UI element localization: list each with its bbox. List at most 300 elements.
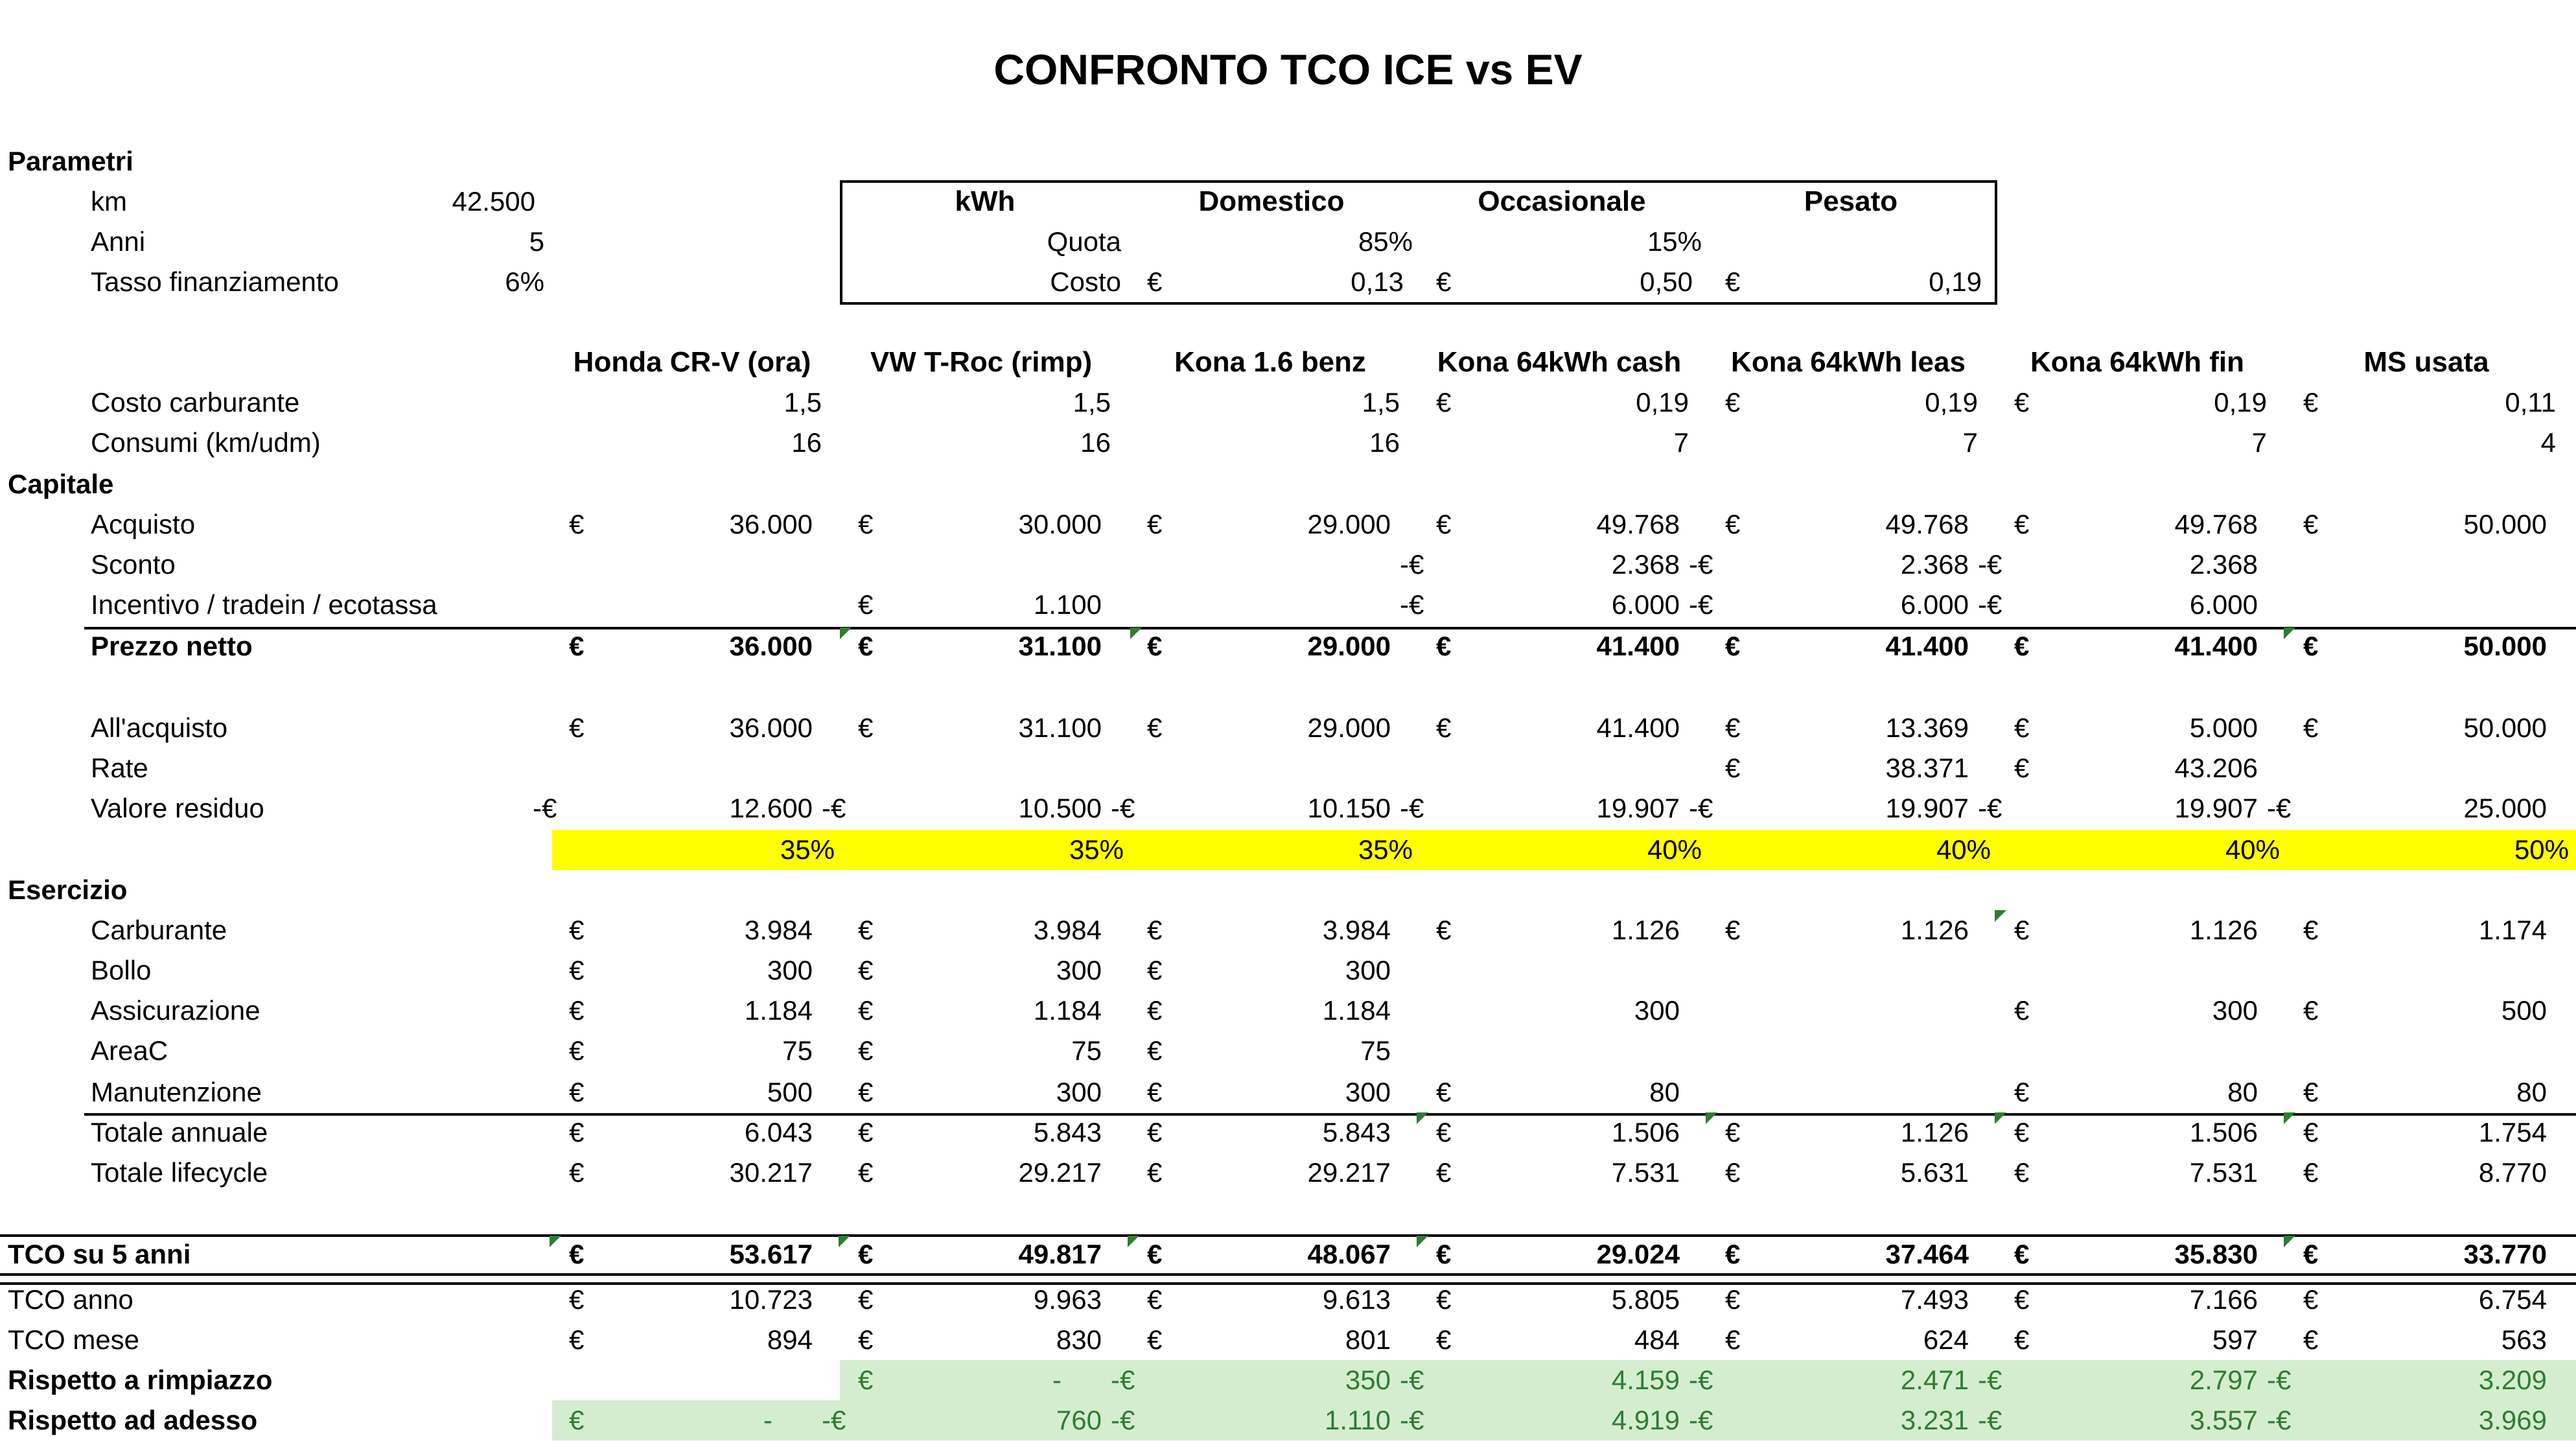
cell-currency: € (1147, 915, 1163, 945)
cell-currency: € (1436, 712, 1452, 743)
cell-value: 2.471 (1900, 1365, 1969, 1395)
cell-currency: -€ (1400, 793, 1424, 823)
cell-value: 19.907 (1885, 793, 1969, 823)
cell-currency: € (1725, 1324, 1741, 1355)
comment-indicator-icon[interactable] (839, 1236, 850, 1247)
cell-currency: -€ (2267, 1365, 2292, 1395)
cell-currency: € (858, 631, 874, 661)
cell-currency: € (1725, 753, 1741, 783)
cell-value: 6.000 (1900, 589, 1969, 620)
row-label-rate: Rate (91, 753, 148, 783)
cell-currency: € (1147, 1077, 1163, 1107)
cell-value: 49.817 (1018, 1239, 1102, 1269)
cell-value: 830 (1056, 1324, 1102, 1355)
cell-currency: -€ (1689, 549, 1713, 580)
cell-currency: € (2014, 915, 2030, 945)
cell-currency: € (2014, 1077, 2030, 1107)
cell-value: 10.500 (1018, 793, 1102, 823)
cell-value: 29.217 (1307, 1157, 1391, 1188)
cell-currency: € (2303, 387, 2319, 417)
section-capitale: Capitale (8, 469, 114, 499)
cell-currency: € (1725, 509, 1741, 539)
cell-currency: -€ (1111, 1405, 1135, 1435)
cell-value: 3.984 (1033, 915, 1102, 945)
cell-value: 29.000 (1307, 631, 1391, 661)
cell-currency: € (569, 1324, 585, 1355)
cell-value: 80 (1649, 1077, 1680, 1107)
cell-value: 49.768 (1885, 509, 1969, 539)
cell-currency: € (1725, 1239, 1741, 1269)
cell-value: 40% (1936, 834, 1991, 865)
cell-value: 50.000 (2463, 712, 2547, 743)
cell-currency: -€ (1689, 1405, 1713, 1435)
row-label-tco-5: TCO su 5 anni (8, 1239, 191, 1269)
cell-value: 38.371 (1885, 753, 1969, 783)
cell-currency: -€ (1400, 1405, 1424, 1435)
cell-currency: € (569, 955, 585, 985)
cell-currency: € (1436, 1157, 1452, 1188)
cell-value: 300 (1056, 955, 1102, 985)
cell-value: 49.768 (2174, 509, 2258, 539)
row-label-rispetto-rimpiazzo: Rispetto a rimpiazzo (8, 1365, 273, 1395)
cell-value: 16 (1080, 427, 1111, 458)
cell-currency: -€ (1111, 1365, 1135, 1395)
cell-currency: -€ (822, 1405, 846, 1435)
cell-currency: € (1147, 1324, 1163, 1355)
cell-currency: € (858, 1365, 874, 1395)
cell-value: 5.843 (1033, 1117, 1102, 1147)
row-label-consumi: Consumi (km/udm) (91, 427, 321, 458)
cell-currency: € (2014, 1157, 2030, 1188)
cell-currency: € (2014, 1284, 2030, 1315)
cell-value: 300 (1634, 995, 1680, 1026)
cell-value: 1.506 (1611, 1117, 1680, 1147)
cell-currency: € (1725, 631, 1741, 661)
cell-currency: -€ (1400, 1365, 1424, 1395)
cell-currency: € (1147, 1284, 1163, 1315)
cell-value: 0,19 (1925, 387, 1978, 417)
cell-value: 10.723 (729, 1284, 813, 1315)
cell-value: 300 (767, 955, 813, 985)
cell-value: 35% (780, 834, 835, 865)
cell-value: 894 (767, 1324, 813, 1355)
column-header: Kona 64kWh leas (1731, 346, 1966, 378)
cell-currency: € (1147, 955, 1163, 985)
cell-value: 50.000 (2463, 509, 2547, 539)
column-header: Kona 64kWh cash (1437, 346, 1682, 378)
cell-value: 6.000 (2189, 589, 2258, 620)
cell-currency: € (2014, 387, 2030, 417)
comment-indicator-icon[interactable] (1417, 1112, 1428, 1124)
cell-value: 0,19 (1636, 387, 1689, 417)
cell-value: 50.000 (2463, 631, 2547, 661)
kwh-header-occasionale: Occasionale (1478, 185, 1646, 217)
cell-currency: € (1725, 712, 1741, 743)
param-value-tasso: 6% (505, 266, 544, 297)
cell-currency: € (858, 1239, 874, 1269)
cell-currency: € (569, 1035, 585, 1066)
cell-value: 29.000 (1307, 509, 1391, 539)
column-header: VW T-Roc (rimp) (870, 346, 1093, 378)
cell-currency: -€ (822, 793, 846, 823)
cell-value: 80 (2516, 1077, 2547, 1107)
cell-currency: € (569, 712, 585, 743)
cell-currency: -€ (533, 793, 557, 823)
cell-currency: € (569, 915, 585, 945)
cell-value: 300 (1345, 1077, 1391, 1107)
cell-value: 1.126 (2189, 915, 2258, 945)
cell-value: 484 (1634, 1324, 1680, 1355)
cell-currency: € (2303, 1239, 2319, 1269)
cell-value: 41.400 (1885, 631, 1969, 661)
cell-currency: € (1147, 995, 1163, 1026)
cell-value: 1.184 (1033, 995, 1102, 1026)
cell-currency: € (1436, 387, 1452, 417)
cell-value: 30.217 (729, 1157, 813, 1188)
kwh-quota-occasionale: 15% (1647, 226, 1702, 257)
cell-value: 624 (1923, 1324, 1969, 1355)
cell-currency: € (1147, 631, 1163, 661)
row-label-areac: AreaC (91, 1035, 168, 1066)
row-label-totale-annuale: Totale annuale (91, 1117, 268, 1147)
cell-value: 40% (1647, 834, 1702, 865)
kwh-costo-label: Costo (1050, 266, 1121, 297)
cell-value: 41.400 (2174, 631, 2258, 661)
kwh-costo-currency-2: € (1436, 266, 1452, 297)
cell-currency: € (858, 915, 874, 945)
row-label-tco-anno: TCO anno (8, 1284, 133, 1315)
cell-value: 1.110 (1325, 1405, 1391, 1435)
cell-currency: € (858, 955, 874, 985)
cell-currency: € (569, 1239, 585, 1269)
cell-value: 25.000 (2463, 793, 2547, 823)
cell-value: 36.000 (729, 509, 813, 539)
cell-currency: € (858, 1035, 874, 1066)
cell-value: 35% (1069, 834, 1124, 865)
cell-currency: -€ (1978, 1405, 2002, 1435)
cell-value: - (1052, 1365, 1062, 1395)
cell-value: 7.166 (2189, 1284, 2258, 1315)
comment-indicator-icon[interactable] (1417, 1236, 1428, 1247)
cell-value: 2.797 (2189, 1365, 2258, 1395)
cell-currency: -€ (1978, 589, 2002, 620)
cell-value: 12.600 (729, 793, 813, 823)
cell-currency: € (858, 1324, 874, 1355)
cell-currency: € (1147, 1157, 1163, 1188)
cell-currency: € (858, 995, 874, 1026)
param-value-km: 42.500 (452, 186, 535, 217)
cell-value: 7 (2251, 427, 2267, 458)
comment-indicator-icon[interactable] (1128, 1236, 1139, 1247)
cell-value: 1.506 (2189, 1117, 2258, 1147)
cell-value: 5.000 (2189, 712, 2258, 743)
param-label-tasso: Tasso finanziamento (91, 266, 339, 297)
cell-value: 2.368 (1900, 549, 1969, 580)
cell-value: 4 (2540, 427, 2556, 458)
cell-currency: € (2014, 753, 2030, 783)
cell-value: 29.000 (1307, 712, 1391, 743)
row-label-incentivo: Incentivo / tradein / ecotassa (91, 589, 437, 620)
cell-value: 597 (2212, 1324, 2258, 1355)
cell-currency: € (569, 1117, 585, 1147)
kwh-costo-occasionale: 0,50 (1640, 266, 1693, 297)
cell-value: 8.770 (2478, 1157, 2547, 1188)
cell-value: 5.843 (1322, 1117, 1391, 1147)
cell-value: 1.754 (2478, 1117, 2547, 1147)
column-header: Kona 64kWh fin (2030, 346, 2245, 378)
cell-value: 1.184 (744, 995, 813, 1026)
kwh-header-pesato: Pesato (1804, 185, 1898, 217)
row-label-prezzo-netto: Prezzo netto (91, 631, 253, 661)
cell-currency: € (2303, 712, 2319, 743)
cell-value: 49.768 (1596, 509, 1680, 539)
kwh-costo-currency-1: € (1147, 266, 1163, 297)
cell-value: 1,5 (783, 387, 822, 417)
row-label-costo-carburante: Costo carburante (91, 387, 300, 417)
cell-value: 1.100 (1033, 589, 1102, 620)
cell-value: 36.000 (729, 712, 813, 743)
cell-value: 3.969 (2478, 1405, 2547, 1435)
cell-currency: € (1436, 1117, 1452, 1147)
kwh-quota-label: Quota (1047, 226, 1121, 257)
cell-currency: € (1436, 1077, 1452, 1107)
cell-value: 300 (1056, 1077, 1102, 1107)
cell-currency: € (1725, 1117, 1741, 1147)
cell-value: 19.907 (1596, 793, 1680, 823)
kwh-header-domestico: Domestico (1198, 185, 1345, 217)
cell-currency: € (2303, 915, 2319, 945)
cell-currency: -€ (1689, 793, 1713, 823)
cell-value: 13.369 (1885, 712, 1969, 743)
row-label-carburante: Carburante (91, 915, 227, 945)
cell-currency: € (569, 1405, 585, 1435)
cell-value: 75 (782, 1035, 813, 1066)
cell-value: 80 (2227, 1077, 2258, 1107)
comment-indicator-icon[interactable] (550, 1236, 561, 1247)
cell-value: 41.400 (1596, 631, 1680, 661)
cell-value: 7 (1673, 427, 1689, 458)
column-header: Kona 1.6 benz (1174, 346, 1366, 378)
cell-value: 9.963 (1033, 1284, 1102, 1315)
row-label-valore-residuo: Valore residuo (91, 793, 264, 823)
comment-indicator-icon[interactable] (2284, 1112, 2295, 1124)
cell-currency: € (569, 1284, 585, 1315)
cell-currency: -€ (1111, 793, 1135, 823)
cell-currency: -€ (1400, 589, 1424, 620)
cell-currency: € (2014, 1117, 2030, 1147)
cell-currency: -€ (1978, 1365, 2002, 1395)
cell-currency: € (2014, 509, 2030, 539)
cell-currency: -€ (1978, 793, 2002, 823)
cell-value: 3.557 (2189, 1405, 2258, 1435)
cell-value: 37.464 (1885, 1239, 1969, 1269)
cell-currency: € (2303, 1117, 2319, 1147)
cell-value: 75 (1360, 1035, 1391, 1066)
cell-value: 2.368 (1611, 549, 1680, 580)
cell-value: 6.043 (744, 1117, 813, 1147)
cell-currency: € (1147, 712, 1163, 743)
cell-value: 33.770 (2463, 1239, 2547, 1269)
cell-currency: € (1436, 509, 1452, 539)
cell-value: 1.126 (1611, 915, 1680, 945)
cell-currency: € (1436, 915, 1452, 945)
cell-value: 1,5 (1073, 387, 1111, 417)
cell-value: 53.617 (729, 1239, 813, 1269)
cell-value: 3.209 (2478, 1365, 2547, 1395)
cell-value: 10.150 (1307, 793, 1391, 823)
cell-value: 2.368 (2189, 549, 2258, 580)
cell-value: 1.126 (1900, 1117, 1969, 1147)
cell-value: 0,11 (2505, 387, 2556, 417)
param-label-anni: Anni (91, 226, 146, 257)
cell-value: - (763, 1405, 772, 1435)
cell-currency: € (2014, 712, 2030, 743)
column-header: MS usata (2363, 346, 2489, 378)
cell-currency: -€ (1978, 549, 2002, 580)
row-label-bollo: Bollo (91, 955, 152, 985)
cell-currency: € (2014, 1239, 2030, 1269)
cell-currency: € (2303, 1324, 2319, 1355)
cell-currency: -€ (1400, 549, 1424, 580)
cell-currency: € (858, 1117, 874, 1147)
cell-currency: € (569, 1077, 585, 1107)
cell-currency: € (2303, 1284, 2319, 1315)
cell-value: 1.174 (2478, 915, 2547, 945)
params-header: Parametri (8, 146, 133, 176)
row-label-totale-lifecycle: Totale lifecycle (91, 1157, 268, 1188)
cell-value: 30.000 (1018, 509, 1102, 539)
cell-currency: € (569, 631, 585, 661)
row-label-manutenzione: Manutenzione (91, 1077, 262, 1107)
comment-indicator-icon[interactable] (840, 628, 852, 639)
row-label-tco-mese: TCO mese (8, 1324, 140, 1355)
cell-value: 36.000 (729, 631, 813, 661)
row-label-acquisto: Acquisto (91, 509, 196, 539)
cell-value: 1,5 (1362, 387, 1400, 417)
row-label-sconto: Sconto (91, 549, 176, 580)
comment-indicator-icon[interactable] (1706, 1112, 1717, 1124)
cell-currency: € (1147, 509, 1163, 539)
cell-currency: € (2014, 995, 2030, 1026)
cell-value: 29.217 (1018, 1157, 1102, 1188)
row-label-rispetto-adesso: Rispetto ad adesso (8, 1405, 258, 1435)
cell-value: 29.024 (1596, 1239, 1680, 1269)
cell-value: 3.231 (1900, 1405, 1969, 1435)
cell-value: 1.126 (1900, 915, 1969, 945)
cell-currency: -€ (2267, 793, 2292, 823)
cell-currency: € (2303, 1157, 2319, 1188)
cell-value: 35.830 (2174, 1239, 2258, 1269)
cell-value: 0,19 (2214, 387, 2267, 417)
cell-currency: € (2014, 631, 2030, 661)
kwh-costo-domestico: 0,13 (1351, 266, 1404, 297)
kwh-costo-pesato: 0,19 (1929, 266, 1982, 297)
cell-value: 7.531 (1611, 1157, 1680, 1188)
cell-value: 5.631 (1900, 1157, 1969, 1188)
cell-value: 300 (1345, 955, 1391, 985)
param-label-km: km (91, 186, 127, 217)
cell-value: 35% (1358, 834, 1413, 865)
cell-value: 760 (1056, 1405, 1102, 1435)
cell-currency: € (569, 1157, 585, 1188)
cell-value: 7.531 (2189, 1157, 2258, 1188)
cell-value: 6.000 (1611, 589, 1680, 620)
cell-value: 43.206 (2174, 753, 2258, 783)
param-value-anni: 5 (529, 226, 544, 257)
cell-value: 31.100 (1018, 712, 1102, 743)
kwh-costo-currency-3: € (1725, 266, 1741, 297)
cell-value: 4.159 (1611, 1365, 1680, 1395)
cell-value: 350 (1345, 1365, 1391, 1395)
cell-currency: € (1436, 631, 1452, 661)
comment-indicator-icon[interactable] (2284, 628, 2295, 639)
cell-value: 7 (1962, 427, 1978, 458)
cell-currency: € (858, 1284, 874, 1315)
cell-value: 41.400 (1596, 712, 1680, 743)
cell-value: 6.754 (2478, 1284, 2547, 1315)
cell-value: 500 (2501, 995, 2547, 1026)
cell-currency: € (2303, 509, 2319, 539)
cell-currency: -€ (1689, 1365, 1713, 1395)
cell-currency: € (1725, 1157, 1741, 1188)
cell-value: 300 (2212, 995, 2258, 1026)
comment-indicator-icon[interactable] (1130, 628, 1142, 639)
kwh-quota-domestico: 85% (1358, 226, 1413, 257)
cell-value: 500 (767, 1077, 813, 1107)
cell-value: 563 (2501, 1324, 2547, 1355)
kwh-header: kWh (955, 185, 1015, 217)
cell-value: 7.493 (1900, 1284, 1969, 1315)
cell-currency: € (858, 589, 874, 620)
cell-currency: € (1436, 1324, 1452, 1355)
cell-currency: € (1725, 1284, 1741, 1315)
cell-value: 4.919 (1611, 1405, 1680, 1435)
column-header: Honda CR-V (ora) (573, 346, 811, 378)
cell-value: 19.907 (2174, 793, 2258, 823)
cell-currency: € (2303, 631, 2319, 661)
cell-currency: € (858, 1157, 874, 1188)
cell-currency: € (858, 1077, 874, 1107)
comment-indicator-icon[interactable] (2284, 1236, 2295, 1247)
cell-value: 16 (1369, 427, 1400, 458)
cell-currency: -€ (1689, 589, 1713, 620)
cell-value: 801 (1345, 1324, 1391, 1355)
cell-currency: € (2303, 1077, 2319, 1107)
comment-indicator-icon[interactable] (1995, 1112, 2006, 1124)
cell-currency: € (1436, 1284, 1452, 1315)
cell-value: 48.067 (1307, 1239, 1391, 1269)
cell-value: 3.984 (744, 915, 813, 945)
cell-currency: € (1147, 1035, 1163, 1066)
cell-currency: € (1725, 915, 1741, 945)
cell-currency: € (1725, 387, 1741, 417)
cell-currency: € (2303, 995, 2319, 1026)
cell-value: 5.805 (1611, 1284, 1680, 1315)
cell-value: 75 (1071, 1035, 1102, 1066)
cell-currency: € (1147, 1117, 1163, 1147)
cell-value: 50% (2514, 834, 2569, 865)
cell-value: 1.184 (1322, 995, 1391, 1026)
comment-indicator-icon[interactable] (1995, 910, 2006, 922)
cell-currency: € (569, 509, 585, 539)
cell-value: 16 (791, 427, 822, 458)
page-title: CONFRONTO TCO ICE vs EV (993, 45, 1583, 93)
cell-currency: € (1147, 1239, 1163, 1269)
row-label-assicurazione: Assicurazione (91, 995, 261, 1026)
cell-currency: € (1436, 1239, 1452, 1269)
cell-value: 9.613 (1322, 1284, 1391, 1315)
cell-currency: € (858, 712, 874, 743)
